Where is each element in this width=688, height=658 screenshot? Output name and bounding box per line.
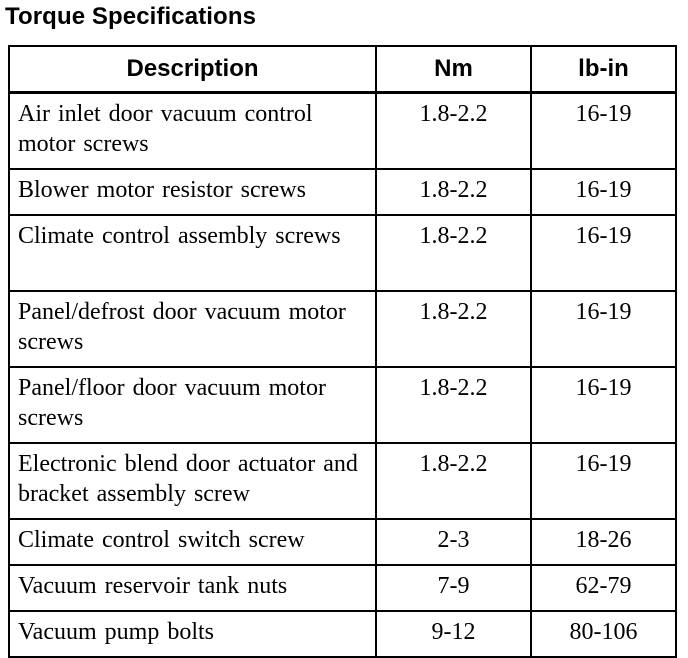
row-lb-in: 16-19 <box>531 169 676 215</box>
table-row <box>9 519 676 565</box>
row-nm: 9-12 <box>376 611 531 657</box>
row-nm: 1.8-2.2 <box>376 215 531 291</box>
header-nm: Nm <box>376 46 531 93</box>
row-lb-in: 16-19 <box>531 291 676 367</box>
torque-spec-table <box>8 45 677 658</box>
row-description: Blower motor resistor screws <box>9 169 376 215</box>
row-nm: 1.8-2.2 <box>376 291 531 367</box>
row-description: Panel/defrost door vacuum motor screws <box>9 291 376 367</box>
header-lb-in: lb-in <box>531 46 676 93</box>
row-description: Air inlet door vacuum control motor screws <box>9 93 376 170</box>
row-nm: 1.8-2.2 <box>376 443 531 519</box>
table-row <box>9 169 676 215</box>
row-lb-in: 16-19 <box>531 367 676 443</box>
table-row <box>9 215 676 291</box>
row-nm: 7-9 <box>376 565 531 611</box>
table-row <box>9 291 676 367</box>
row-nm: 1.8-2.2 <box>376 367 531 443</box>
row-nm: 2-3 <box>376 519 531 565</box>
table-row <box>9 611 676 657</box>
row-description: Panel/floor door vacuum motor screws <box>9 367 376 443</box>
row-nm: 1.8-2.2 <box>376 93 531 170</box>
header-description: Description <box>9 46 376 93</box>
row-lb-in: 16-19 <box>531 93 676 170</box>
row-lb-in: 16-19 <box>531 215 676 291</box>
row-description: Vacuum reservoir tank nuts <box>9 565 376 611</box>
row-lb-in: 18-26 <box>531 519 676 565</box>
table-row <box>9 367 676 443</box>
row-lb-in: 62-79 <box>531 565 676 611</box>
table-row <box>9 443 676 519</box>
page-title: Torque Specifications <box>5 3 257 30</box>
row-description: Climate control assembly screws <box>9 215 376 291</box>
row-description: Vacuum pump bolts <box>9 611 376 657</box>
table-row <box>9 565 676 611</box>
row-description: Climate control switch screw <box>9 519 376 565</box>
row-description: Electronic blend door actuator and bracket assembly screw <box>9 443 376 519</box>
table-header-row <box>9 46 676 93</box>
row-lb-in: 80-106 <box>531 611 676 657</box>
row-nm: 1.8-2.2 <box>376 169 531 215</box>
row-lb-in: 16-19 <box>531 443 676 519</box>
table-row <box>9 93 676 170</box>
